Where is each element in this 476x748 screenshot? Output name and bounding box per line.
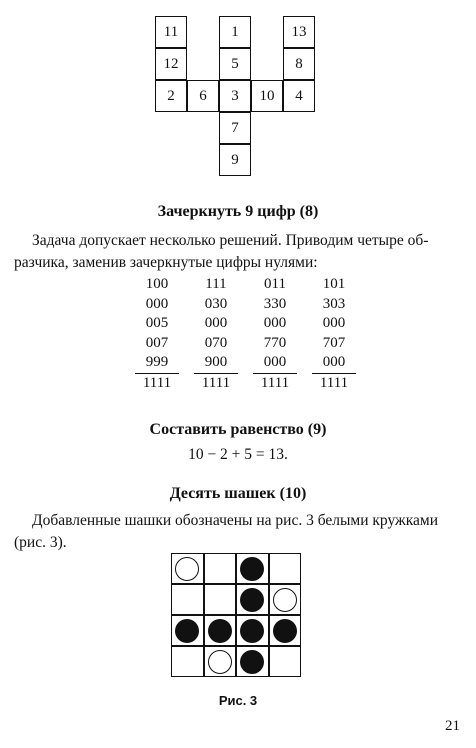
board-cell: [236, 584, 269, 615]
white-checker: [208, 650, 232, 674]
addend: 900: [204, 354, 228, 371]
number-cell: 10: [251, 80, 283, 112]
black-checker: [240, 557, 264, 581]
board-cell: [204, 584, 237, 615]
number-cell: 12: [155, 48, 187, 80]
black-checker: [273, 619, 297, 643]
black-checker: [208, 619, 232, 643]
sum-column: [255, 275, 295, 393]
addend: 707: [322, 334, 346, 351]
sum-total: 1111: [142, 374, 172, 391]
addend: 770: [263, 334, 287, 351]
board-cell: [171, 584, 204, 615]
board-cell: [236, 615, 269, 646]
addend: 303: [322, 295, 346, 312]
addend: 070: [204, 334, 228, 351]
board-cell: [236, 553, 269, 584]
addend: 330: [263, 295, 287, 312]
paragraph-line: Задача допускает несколько решений. Приводим четыре об-: [32, 232, 429, 249]
sum-column: [196, 275, 236, 393]
section-heading-ten-checkers: Десять шашек (10): [169, 485, 307, 502]
black-checker: [175, 619, 199, 643]
addend: 000: [145, 295, 169, 312]
addend: 007: [145, 334, 169, 351]
sum-total: 1111: [319, 374, 349, 391]
number-cell: 4: [283, 80, 315, 112]
addend: 030: [204, 295, 228, 312]
board-cell: [204, 553, 237, 584]
board-cell: [171, 553, 204, 584]
addend: 000: [263, 315, 287, 332]
addend: 000: [263, 354, 287, 371]
addend: 000: [322, 315, 346, 332]
number-cell: 11: [155, 16, 187, 48]
addend: 999: [145, 354, 169, 371]
board-cell: [269, 553, 302, 584]
page-number: 21: [445, 718, 460, 734]
figure-caption: Рис. 3: [218, 693, 258, 708]
sum-total: 1111: [260, 374, 290, 391]
addend: 111: [205, 276, 227, 292]
board-cell: [236, 646, 269, 677]
sum-column: [137, 275, 177, 393]
section-heading-cross-out-digits: Зачеркнуть 9 цифр (8): [157, 203, 319, 220]
number-cell: 7: [219, 112, 251, 144]
section-heading-make-equality: Составить равенство (9): [149, 421, 327, 438]
number-cell: 6: [187, 80, 219, 112]
board-cell: [204, 615, 237, 646]
addend: 011: [264, 276, 286, 292]
sum-total: 1111: [201, 374, 231, 391]
white-checker: [273, 588, 297, 612]
board-cell: [171, 646, 204, 677]
addend: 000: [322, 354, 346, 371]
board-cell: [269, 584, 302, 615]
addend: 005: [145, 315, 169, 332]
number-cell: 9: [219, 144, 251, 176]
number-cell: 8: [283, 48, 315, 80]
addend: 000: [204, 315, 228, 332]
board-cell: [171, 615, 204, 646]
addend: 101: [322, 276, 346, 292]
sum-column: [314, 275, 354, 393]
board-cell: [204, 646, 237, 677]
black-checker: [240, 650, 264, 674]
black-checker: [240, 619, 264, 643]
number-cell: 2: [155, 80, 187, 112]
paragraph-line: разчика, заменив зачеркнутые цифры нулями:: [14, 254, 318, 271]
number-cell: 5: [219, 48, 251, 80]
section3-paragraph: [14, 510, 462, 554]
equation: 10 − 2 + 5 = 13.: [188, 446, 288, 463]
number-cell: 13: [283, 16, 315, 48]
white-checker: [175, 557, 199, 581]
paragraph-line: Добавленные шашки обозначены на рис. 3 белыми кружками: [32, 512, 438, 529]
black-checker: [240, 588, 264, 612]
number-cell: 1: [219, 16, 251, 48]
board-cell: [269, 615, 302, 646]
addend: 100: [145, 276, 169, 292]
number-cell: 3: [219, 80, 251, 112]
board-cell: [269, 646, 302, 677]
section1-paragraph: [14, 230, 462, 274]
paragraph-line: (рис. 3).: [14, 534, 67, 551]
